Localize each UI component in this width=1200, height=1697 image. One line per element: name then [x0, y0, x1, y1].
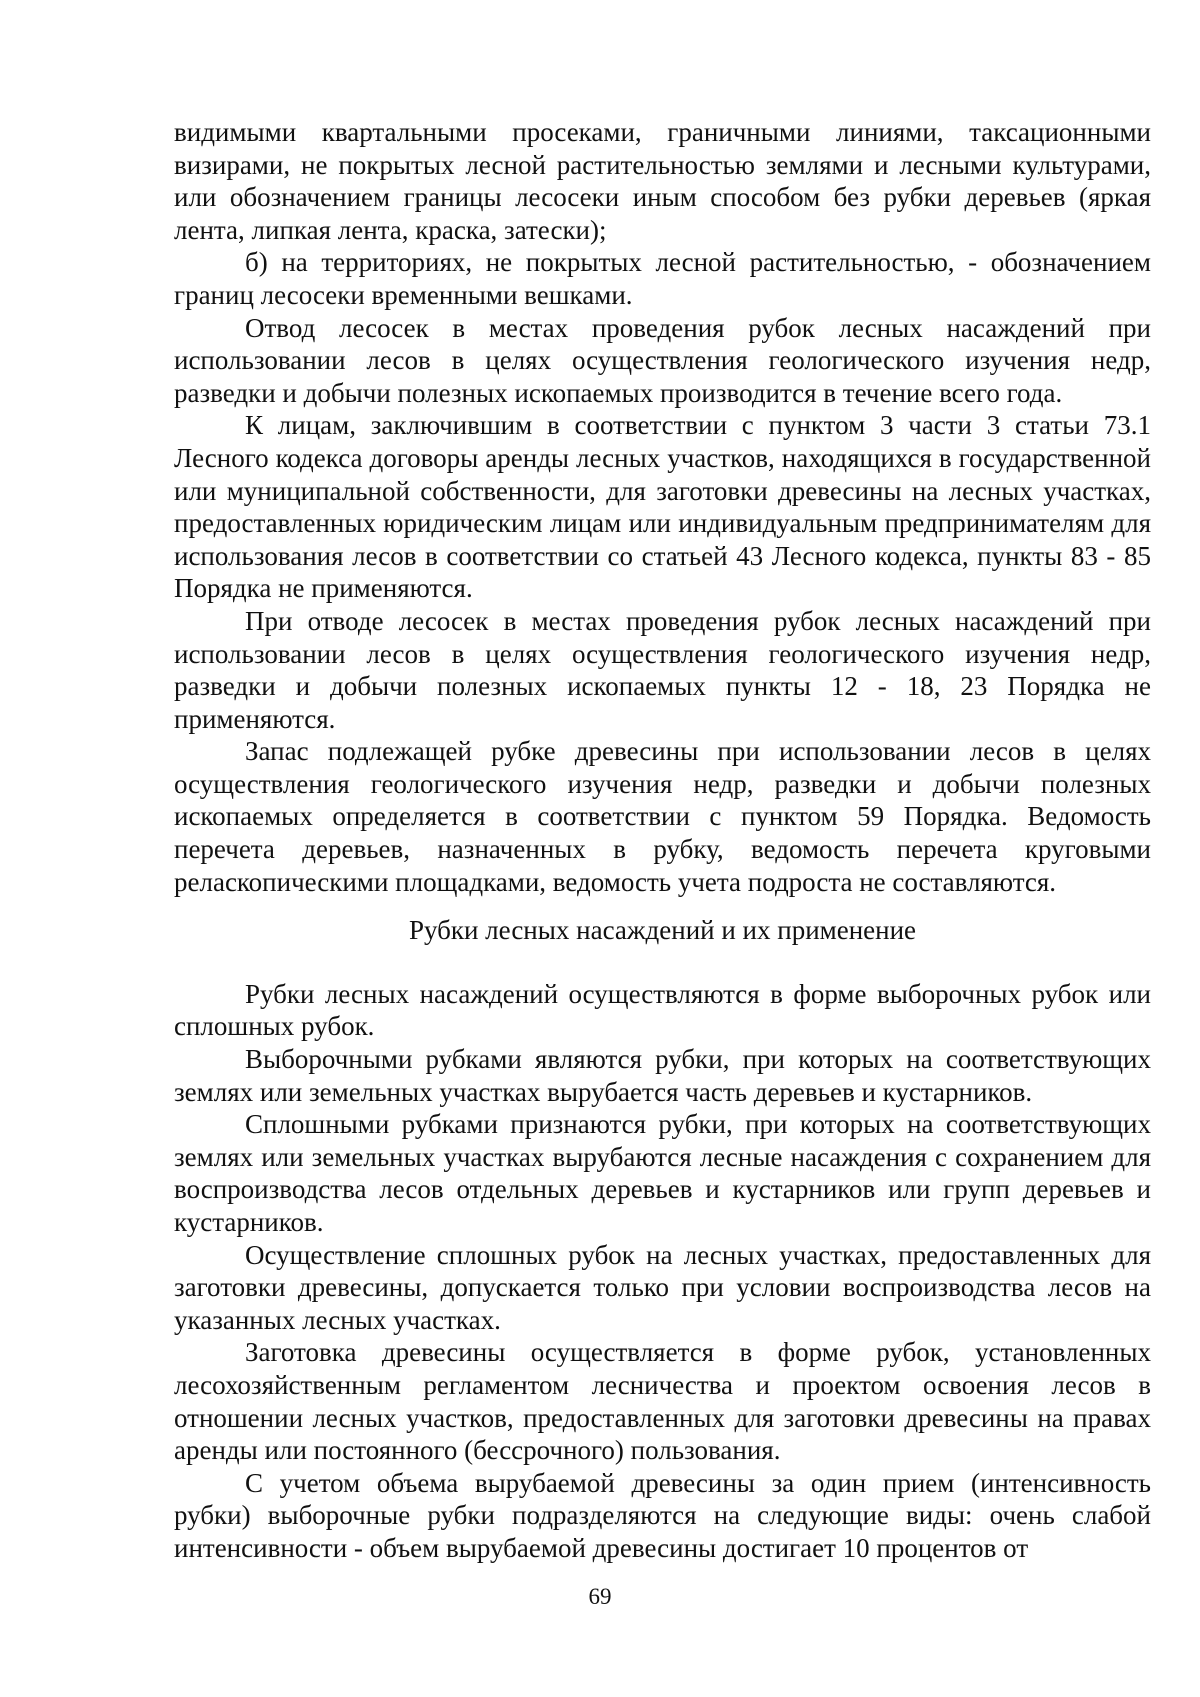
paragraph: Выборочными рубками являются рубки, при которых на соответствующих землях или земельных участках вырубается часть деревьев и кустарников. — [174, 1044, 1151, 1107]
paragraph: видимыми квартальными просеками, граничными линиями, таксационными визирами, не покрытых лесной растительностью землями и лесными культурами, или обозначением границы лесосеки иным способом без рубки деревьев (яркая лента, липкая лента, краска, затески); — [174, 117, 1151, 245]
body-text — [174, 116, 1151, 1565]
paragraph: Заготовка древесины осуществляется в форме рубок, установленных лесохозяйственным регламентом лесничества и проектом освоения лесов в отношении лесных участков, предоставленных для заготовки древесины на правах аренды или постоянного (бессрочного) пользования. — [174, 1337, 1151, 1466]
paragraph: С учетом объема вырубаемой древесины за один прием (интенсивность рубки) выборочные рубки подразделяются на следующие виды: очень слабой интенсивности - объем вырубаемой древесины достигает 10 процентов от — [174, 1467, 1151, 1563]
paragraph: Осуществление сплошных рубок на лесных участках, предоставленных для заготовки древесины, допускается только при условии воспроизводства лесов на указанных лесных участках. — [174, 1239, 1151, 1335]
paragraph: Рубки лесных насаждений осуществляются в форме выборочных рубок или сплошных рубок. — [174, 978, 1151, 1042]
paragraph: Сплошными рубками признаются рубки, при которых на соответствующих землях или земельных участках вырубаются лесные насаждения с сохранением для воспроизводства лесов отдельных деревьев и кустарников или групп деревьев и кустарников. — [174, 1109, 1151, 1237]
paragraph: б) на территориях, не покрытых лесной растительностью, - обозначением границ лесосеки временными вешками. — [174, 247, 1151, 310]
paragraph: При отводе лесосек в местах проведения рубок лесных насаждений при использовании лесов в целях осуществления геологического изучения недр, разведки и добычи полезных ископаемых пункты 12 - 18, 23 Порядка не применяются. — [174, 605, 1151, 734]
paragraph: Запас подлежащей рубке древесины при использовании лесов в целях осуществления геологического изучения недр, разведки и добычи полезных ископаемых определяется в соответствии с пунктом 59 Порядка. Ведомость перечета деревьев, назначенных в рубку, ведомость перечета круговыми реласкопическими площадками, ведомость учета подроста не составляются. — [174, 736, 1151, 897]
section-heading: Рубки лесных насаждений и их применение — [408, 915, 917, 946]
page-number: 69 — [588, 1584, 612, 1609]
paragraph: Отвод лесосек в местах проведения рубок лесных насаждений при использовании лесов в целях осуществления геологического изучения недр, разведки и добычи полезных ископаемых производится в течение всего года. — [174, 312, 1151, 408]
paragraph: К лицам, заключившим в соответствии с пунктом 3 части 3 статьи 73.1 Лесного кодекса договоры аренды лесных участков, находящихся в государственной или муниципальной собственности, для заготовки древесины на лесных участках, предоставленных юридическим лицам или индивидуальным предпринимателям для использования лесов в соответствии со статьей 43 Лесного кодекса, пункты 83 - 85 Порядка не применяются. — [174, 410, 1151, 604]
